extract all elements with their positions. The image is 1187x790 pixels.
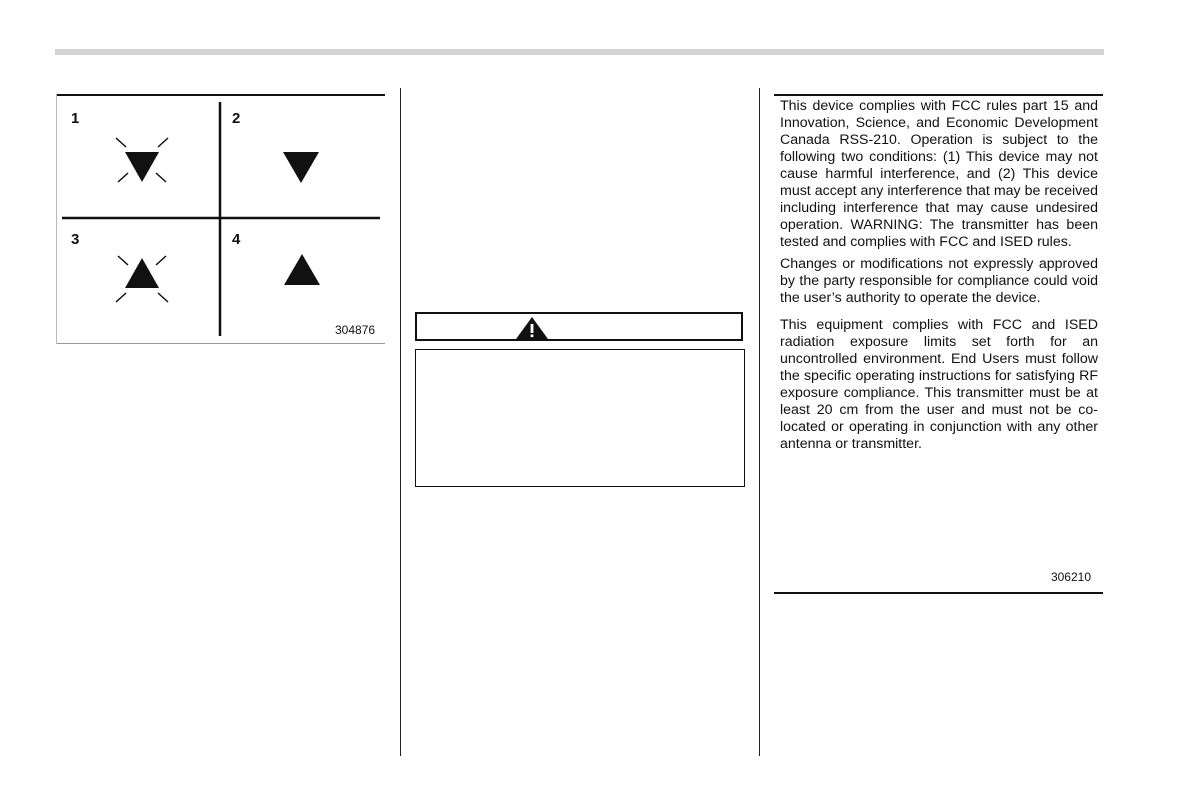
warning-body — [415, 349, 745, 487]
down-triangle-icon — [281, 150, 321, 186]
fcc-notice-text — [780, 98, 1098, 458]
warning-header — [415, 312, 743, 341]
column-divider-right — [759, 88, 760, 756]
down-triangle-flashing-icon — [113, 134, 173, 194]
up-triangle-icon — [282, 252, 322, 288]
quadrant-number-1: 1 — [71, 110, 80, 127]
fcc-frame-top — [774, 94, 1103, 96]
fcc-figure-id: 306210 — [1050, 570, 1091, 584]
fcc-notice-panel — [774, 94, 1103, 594]
fcc-frame-bottom — [774, 592, 1103, 594]
quadrant-number-2: 2 — [232, 110, 241, 127]
warning-triangle-icon — [515, 316, 549, 340]
indicator-figure — [56, 94, 385, 344]
up-triangle-flashing-icon — [113, 248, 173, 308]
fcc-paragraph-modifications: Changes or modifications not expressly approved by the party responsible for compliance could void the user’s authority to operate the device. — [780, 256, 1098, 306]
quadrant-grid — [56, 94, 385, 344]
quadrant-number-3: 3 — [71, 231, 80, 248]
figure-id: 304876 — [335, 323, 376, 337]
quadrant-number-4: 4 — [232, 231, 241, 248]
fcc-paragraph-compliance: This device complies with FCC rules part 15 and Innovation, Science, and Economic Development Canada RSS-210. Operation is subject to the following two conditions: (1) This device may not cause harmful interference, and (2) This device must accept any interference that may be received including interference that may cause undesired operation. WARNING: The transmitter has been tested and complies with FCC and ISED rules. — [780, 98, 1098, 250]
column-divider-left — [400, 88, 401, 756]
fcc-paragraph-radiation: This equipment complies with FCC and ISED radiation exposure limits set forth for an uncontrolled environment. End Users must follow the specific operating instructions for satisfying RF exposure compliance. This transmitter must be at least 20 cm from the user and must not be co-located or operating in conjunction with any other antenna or transmitter. — [780, 317, 1098, 452]
header-rule — [55, 49, 1104, 55]
